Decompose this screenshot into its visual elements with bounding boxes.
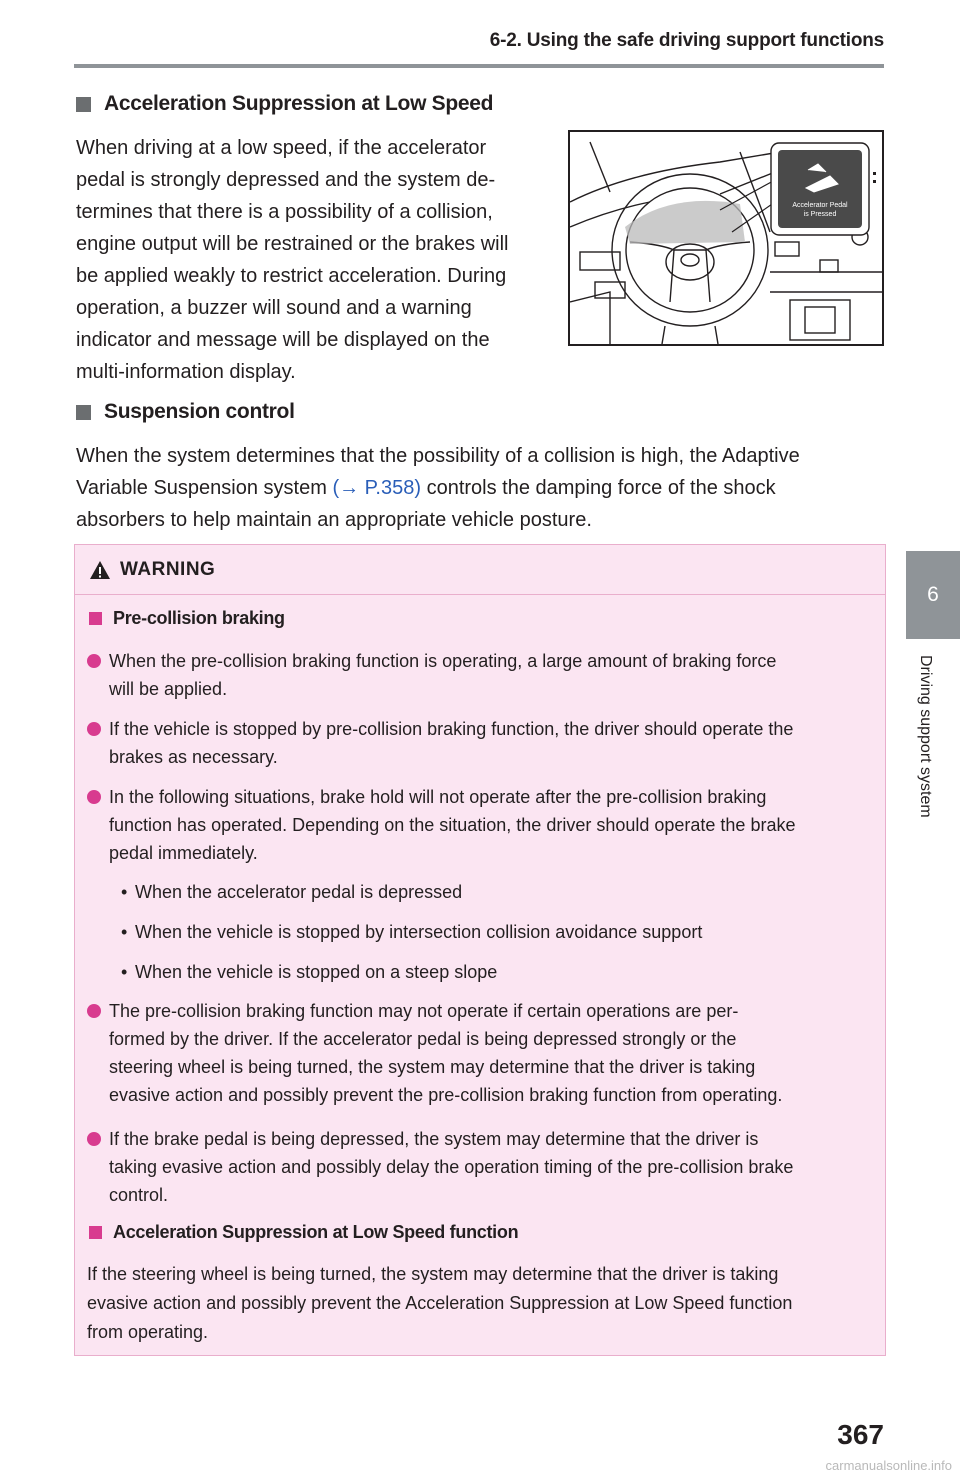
warning-subheading-pre-collision bbox=[89, 608, 285, 629]
text-line: engine output will be restrained or the brakes will bbox=[76, 233, 509, 255]
display-message-line2: is Pressed bbox=[803, 211, 837, 218]
dashboard-illustration bbox=[568, 130, 884, 346]
text-line: will be applied. bbox=[109, 679, 228, 699]
warning-sub-item: • When the accelerator pedal is depressed bbox=[121, 878, 462, 906]
bullet-dot-icon bbox=[87, 654, 101, 668]
text-line: termines that there is a possibility of a collision, bbox=[76, 201, 493, 223]
chapter-number: 6 bbox=[927, 583, 939, 606]
text-line: pedal is strongly depressed and the system de- bbox=[76, 169, 496, 191]
text-line: When driving at a low speed, if the accelerator bbox=[76, 137, 487, 159]
text-line: The pre-collision braking function may not operate if certain operations are per- bbox=[109, 1001, 739, 1021]
chapter-label bbox=[910, 655, 940, 855]
square-bullet-icon bbox=[76, 405, 91, 420]
bullet-dot-icon bbox=[87, 722, 101, 736]
warning-bullet bbox=[87, 715, 875, 771]
warning-bullet bbox=[87, 783, 875, 867]
header-rule bbox=[74, 64, 884, 68]
text-line: evasive action and possibly prevent the Acceleration Suppression at Low Speed function bbox=[87, 1293, 793, 1313]
text-line: When the pre-collision braking function is operating, a large amount of braking force bbox=[109, 651, 777, 671]
text-line: multi-information display. bbox=[76, 361, 296, 383]
text-line: If the brake pedal is being depressed, the system may determine that the driver is bbox=[109, 1129, 759, 1149]
text-line: When the system determines that the possibility of a collision is high, the Adaptive bbox=[76, 445, 800, 467]
text-line: steering wheel is being turned, the system may determine that the driver is taking bbox=[109, 1057, 756, 1077]
square-bullet-icon bbox=[76, 97, 91, 112]
warning-sub-item: • When the vehicle is stopped on a steep slope bbox=[121, 958, 497, 986]
text-line: formed by the driver. If the accelerator pedal is being depressed strongly or the bbox=[109, 1029, 737, 1049]
section-heading-text: Suspension control bbox=[104, 400, 295, 423]
warning-bullet bbox=[87, 1125, 875, 1209]
text-line: evasive action and possibly prevent the pre-collision braking function from operating. bbox=[109, 1085, 783, 1105]
subheading-text: Acceleration Suppression at Low Speed function bbox=[113, 1222, 519, 1242]
warning-title: WARNING bbox=[120, 558, 216, 580]
text-line: indicator and message will be displayed on the bbox=[76, 329, 490, 351]
chapter-label-text: Driving support system bbox=[917, 655, 934, 818]
section-heading-suspension bbox=[76, 400, 295, 424]
warning-subheading-accel-suppression bbox=[89, 1222, 518, 1243]
warning-bullet bbox=[87, 647, 875, 703]
text-line bbox=[76, 472, 800, 504]
section1-paragraph bbox=[76, 132, 508, 388]
page-header-title: 6-2. Using the safe driving support functions bbox=[489, 30, 884, 51]
subheading-text: Pre-collision braking bbox=[113, 608, 285, 628]
warning-box bbox=[74, 544, 886, 1356]
text-line: brakes as necessary. bbox=[109, 747, 278, 767]
text-span: Variable Suspension system bbox=[76, 477, 333, 499]
text-line: control. bbox=[109, 1185, 169, 1205]
text-line: function has operated. Depending on the situation, the driver should operate the brake bbox=[109, 815, 796, 835]
watermark: carmanualsonline.info bbox=[825, 1458, 952, 1473]
steering-wheel-illustration bbox=[570, 132, 882, 344]
warning-triangle-icon bbox=[89, 560, 111, 580]
text-line: taking evasive action and possibly delay the operation timing of the pre-collision brake bbox=[109, 1157, 794, 1177]
square-bullet-icon bbox=[89, 1226, 102, 1239]
section2-paragraph bbox=[76, 440, 800, 536]
bullet-dot-icon bbox=[87, 1132, 101, 1146]
warning-bullet bbox=[87, 997, 875, 1109]
text-line: operation, a buzzer will sound and a warning bbox=[76, 297, 472, 319]
section-heading-accel-suppression bbox=[76, 92, 493, 116]
display-message-line1: Accelerator Pedal bbox=[792, 202, 848, 209]
text-line: be applied weakly to restrict acceleration. During bbox=[76, 265, 507, 287]
warning-paragraph bbox=[87, 1260, 873, 1347]
page-number: 367 bbox=[837, 1419, 884, 1450]
text-line: If the vehicle is stopped by pre-collision braking function, the driver should operate the bbox=[109, 719, 794, 739]
chapter-tab[interactable] bbox=[906, 551, 960, 639]
page-reference-link[interactable]: (→ P.358) bbox=[332, 477, 422, 499]
section-heading-text: Acceleration Suppression at Low Speed bbox=[104, 92, 494, 115]
text-line: pedal immediately. bbox=[109, 843, 258, 863]
warning-header bbox=[75, 545, 885, 595]
warning-sub-item: • When the vehicle is stopped by intersection collision avoidance support bbox=[121, 918, 702, 946]
text-span: controls the damping force of the shock bbox=[421, 477, 776, 499]
text-line: If the steering wheel is being turned, the system may determine that the driver is taking bbox=[87, 1264, 779, 1284]
bullet-dot-icon bbox=[87, 790, 101, 804]
text-line: In the following situations, brake hold will not operate after the pre-collision braking bbox=[109, 787, 767, 807]
text-line: absorbers to help maintain an appropriate vehicle posture. bbox=[76, 509, 592, 531]
text-line: from operating. bbox=[87, 1322, 209, 1342]
bullet-dot-icon bbox=[87, 1004, 101, 1018]
square-bullet-icon bbox=[89, 612, 102, 625]
